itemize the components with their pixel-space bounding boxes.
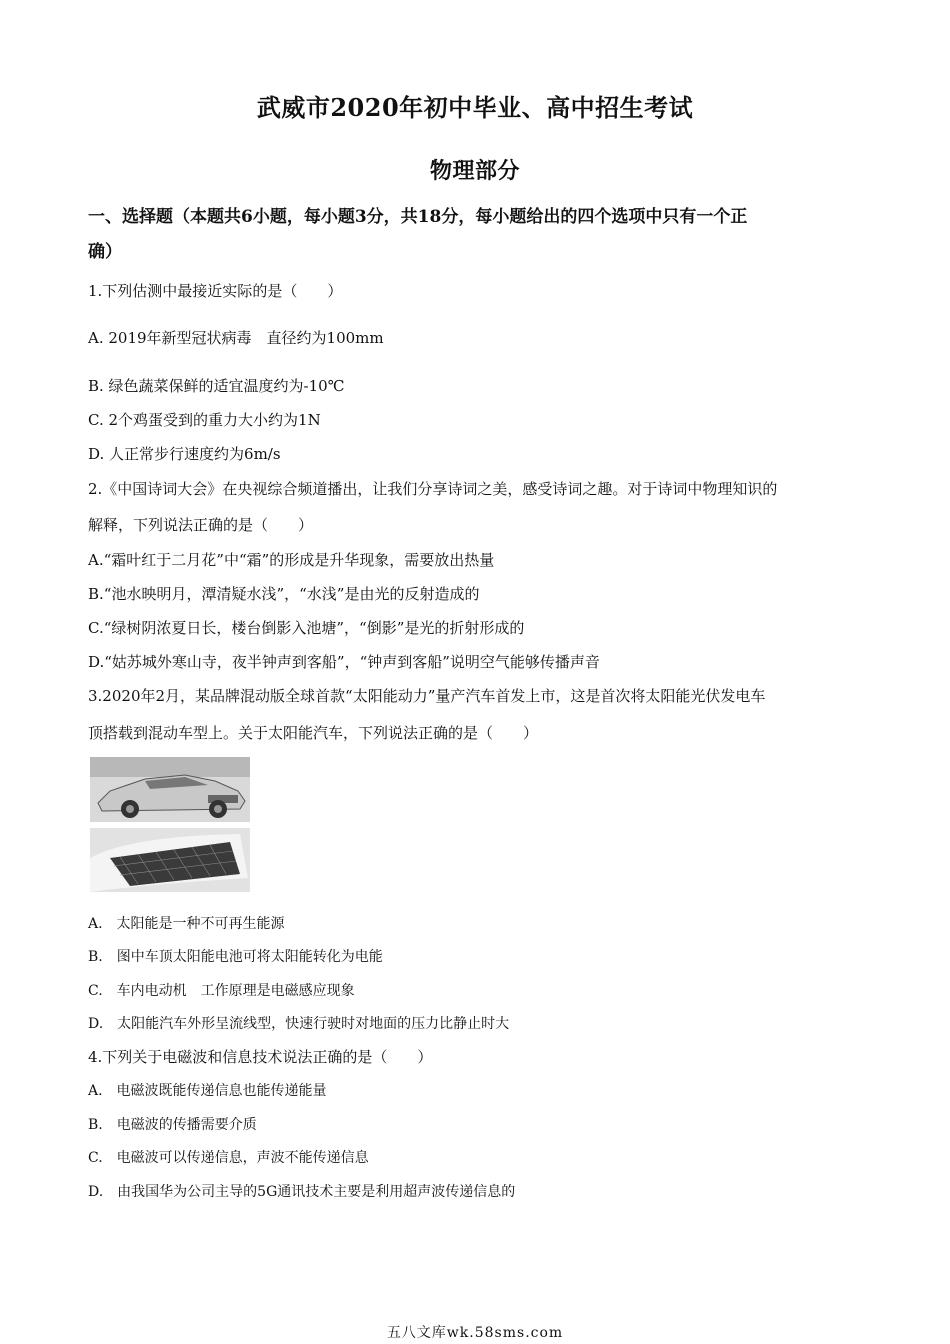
footer-watermark: 五八文库wk.58sms.com (386, 1325, 564, 1341)
q1-option-c: C. 2个鸡蛋受到的重力大小约为1N (88, 411, 321, 429)
q2-option-c: C.“绿树阴浓夏日长，楼台倒影入池塘”，“倒影”是光的折射形成的 (88, 619, 525, 637)
car-photo (90, 757, 250, 822)
q3-stem-line2: 顶搭载到混动车型上。关于太阳能汽车，下列说法正确的是（ ） (88, 724, 539, 742)
q4-option-a: A. 电磁波既能传递信息也能传递能量 (88, 1083, 327, 1099)
q3-option-c: C. 车内电动机 工作原理是电磁感应现象 (88, 983, 355, 999)
section-heading-line2: 确） (88, 242, 122, 262)
q3-option-a: A. 太阳能是一种不可再生能源 (88, 916, 285, 932)
q3-stem-line1: 3.2020年2月，某品牌混动版全球首款“太阳能动力”量产汽车首发上市，这是首次将太阳能光伏发电车 (88, 687, 766, 705)
q1-option-b: B. 绿色蔬菜保鲜的适宜温度约为-10℃ (88, 377, 345, 395)
section-heading-line1: 一、选择题（本题共6小题，每小题3分，共18分，每小题给出的四个选项中只有一个正 (88, 207, 748, 227)
section-heading (88, 200, 868, 270)
solar-roof-illustration (90, 828, 250, 892)
car-illustration (90, 757, 250, 822)
q4-option-b: B. 电磁波的传播需要介质 (88, 1117, 257, 1133)
q4-option-d: D. 由我国华为公司主导的5G通讯技术主要是利用超声波传递信息的 (88, 1184, 516, 1200)
q2-option-b: B.“池水映明月，潭清疑水浅”，“水浅”是由光的反射造成的 (88, 585, 480, 603)
solar-roof-photo (90, 828, 250, 892)
q1-option-a: A. 2019年新型冠状病毒 直径约为100mm (88, 329, 384, 347)
exam-subtitle: 物理部分 (429, 158, 520, 184)
q3-option-b: B. 图中车顶太阳能电池可将太阳能转化为电能 (88, 949, 383, 965)
q4-option-c: C. 电磁波可以传递信息，声波不能传递信息 (88, 1150, 369, 1166)
q1-stem: 1.下列估测中最接近实际的是（ ） (88, 282, 343, 300)
q1-option-d: D. 人正常步行速度约为6m/s (88, 445, 281, 463)
q2-option-a: A.“霜叶红于二月花”中“霜”的形成是升华现象，需要放出热量 (88, 551, 495, 569)
q2-option-d: D.“姑苏城外寒山寺，夜半钟声到客船”，“钟声到客船”说明空气能够传播声音 (88, 653, 600, 671)
q3-option-d: D. 太阳能汽车外形呈流线型，快速行驶时对地面的压力比静止时大 (88, 1016, 510, 1032)
q2-stem-line2: 解释，下列说法正确的是（ ） (88, 516, 314, 534)
exam-title: 武威市2020年初中毕业、高中招生考试 (256, 93, 694, 122)
q2-stem-line1: 2.《中国诗词大会》在央视综合频道播出，让我们分享诗词之美，感受诗词之趣。对于诗词中物理知识的 (88, 480, 778, 498)
q4-stem: 4.下列关于电磁波和信息技术说法正确的是（ ） (88, 1048, 433, 1066)
